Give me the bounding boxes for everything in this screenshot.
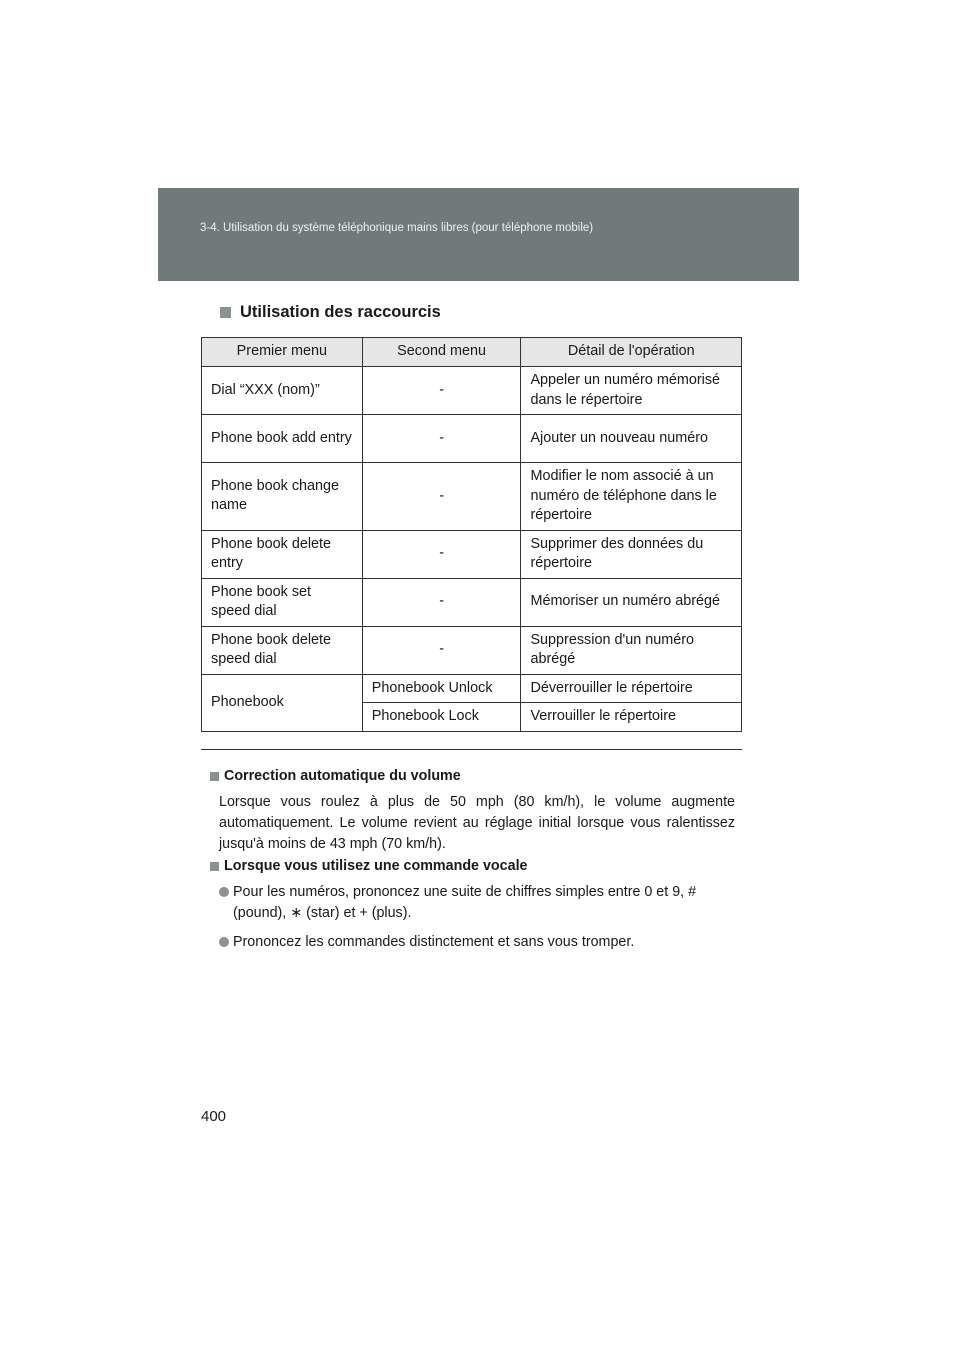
table-row xyxy=(202,674,742,703)
cell-operation-detail: Suppression d'un numéro abrégé xyxy=(521,626,742,674)
cell-second-menu: - xyxy=(362,367,521,415)
note-volume-title-text: Correction automatique du volume xyxy=(224,768,461,784)
list-item-text: Prononcez les commandes distinctement et sans vous tromper. xyxy=(233,934,635,950)
round-bullet-icon xyxy=(219,937,229,947)
cell-operation-detail: Déverrouiller le répertoire xyxy=(521,674,742,703)
note-volume-text: Lorsque vous roulez à plus de 50 mph (80 km/h), le volume augmente automatiquement. Le volume revient au réglage initial lorsque vous ralentissez jusqu'à moins de 43 mph (70 km/h). xyxy=(219,794,735,852)
cell-second-menu: - xyxy=(362,626,521,674)
list-item xyxy=(210,882,735,924)
cell-second-menu: - xyxy=(362,463,521,531)
cell-first-menu: Phone book delete entry xyxy=(202,530,363,578)
cell-first-menu: Phone book delete speed dial xyxy=(202,626,363,674)
shortcuts-table xyxy=(201,337,742,732)
note-voice-title xyxy=(210,856,735,877)
note-volume xyxy=(210,766,735,855)
cell-operation-detail: Mémoriser un numéro abrégé xyxy=(521,578,742,626)
section-divider xyxy=(201,749,742,750)
column-header-first-menu: Premier menu xyxy=(202,338,363,367)
cell-second-menu: - xyxy=(362,530,521,578)
round-bullet-icon xyxy=(219,887,229,897)
table-row xyxy=(202,463,742,531)
cell-second-menu: Phonebook Lock xyxy=(362,703,521,732)
cell-second-menu: - xyxy=(362,415,521,463)
cell-first-menu: Dial “XXX (nom)” xyxy=(202,367,363,415)
page-number: 400 xyxy=(201,1108,227,1125)
table-row xyxy=(202,367,742,415)
cell-operation-detail: Modifier le nom associé à un numéro de téléphone dans le répertoire xyxy=(521,463,742,531)
cell-first-menu: Phone book add entry xyxy=(202,415,363,463)
cell-operation-detail: Appeler un numéro mémorisé dans le répertoire xyxy=(521,367,742,415)
table-row xyxy=(202,626,742,674)
table-row xyxy=(202,415,742,463)
table-row xyxy=(202,578,742,626)
chapter-header-band xyxy=(158,188,799,281)
cell-second-menu: - xyxy=(362,578,521,626)
cell-operation-detail: Supprimer des données du répertoire xyxy=(521,530,742,578)
square-bullet-icon xyxy=(220,307,231,318)
note-voice-title-text: Lorsque vous utilisez une commande vocale xyxy=(224,858,528,874)
cell-second-menu: Phonebook Unlock xyxy=(362,674,521,703)
cell-first-menu: Phone book set speed dial xyxy=(202,578,363,626)
square-bullet-icon xyxy=(210,862,219,871)
square-bullet-icon xyxy=(210,772,219,781)
list-item-text: Pour les numéros, prononcez une suite de chiffres simples entre 0 et 9, # (pound), ∗ (star) et + (plus). xyxy=(233,884,697,921)
column-header-second-menu: Second menu xyxy=(362,338,521,367)
cell-first-menu: Phone book change name xyxy=(202,463,363,531)
section-title xyxy=(220,303,441,322)
column-header-operation-detail: Détail de l'opération xyxy=(521,338,742,367)
section-title-text: Utilisation des raccourcis xyxy=(240,303,441,321)
note-voice xyxy=(210,856,735,953)
chapter-header-title: 3-4. Utilisation du système téléphonique mains libres (pour téléphone mobile) xyxy=(200,222,594,234)
table-row xyxy=(202,530,742,578)
note-volume-title xyxy=(210,766,735,787)
cell-first-menu: Phonebook xyxy=(202,674,363,731)
table-header-row xyxy=(202,338,742,367)
cell-operation-detail: Verrouiller le répertoire xyxy=(521,703,742,732)
list-item xyxy=(210,932,735,953)
cell-operation-detail: Ajouter un nouveau numéro xyxy=(521,415,742,463)
